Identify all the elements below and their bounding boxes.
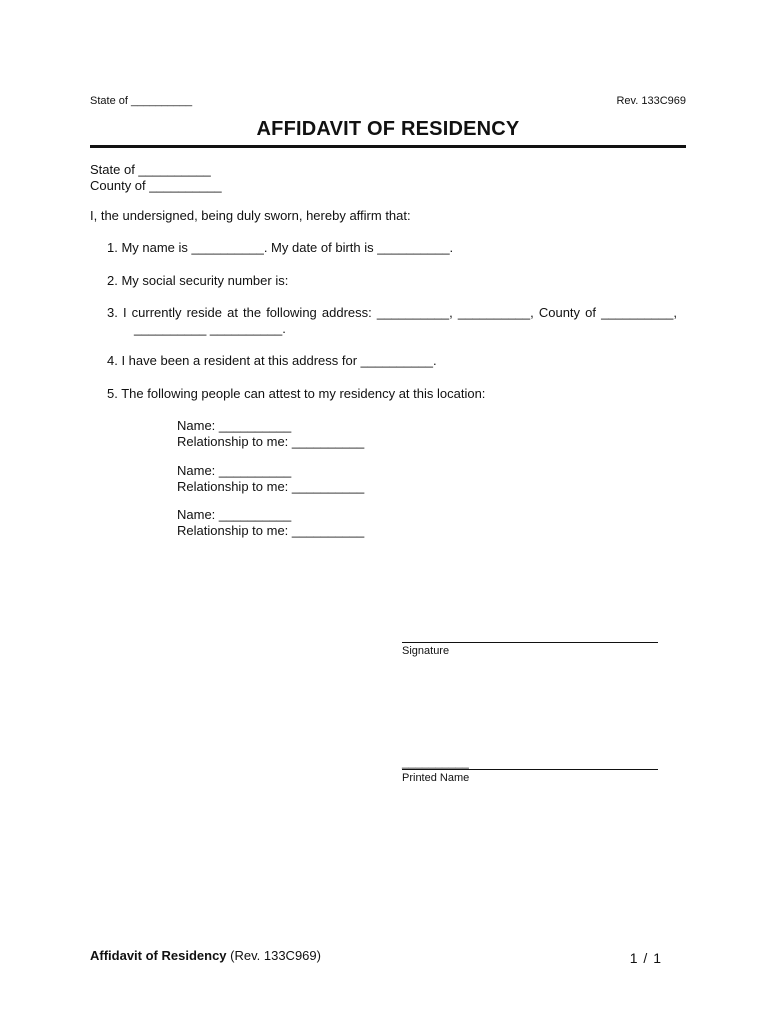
witness-3-name: Name: __________ — [177, 507, 292, 522]
title-rule — [90, 145, 686, 148]
header-state-line: State of __________ — [90, 95, 193, 107]
item-address-line1: 3. I currently reside at the following address: __________, __________, County of __________, — [107, 305, 677, 320]
witness-2-relationship: Relationship to me: __________ — [177, 479, 365, 494]
printed-name-line — [402, 769, 658, 770]
document-title: AFFIDAVIT OF RESIDENCY — [256, 118, 520, 140]
revision-number: Rev. 133C969 — [616, 95, 686, 107]
venue-county: County of __________ — [90, 178, 222, 193]
venue-state: State of __________ — [90, 162, 211, 177]
signature-label: Signature — [402, 645, 450, 657]
printed-name-prefill: __________ — [402, 755, 469, 769]
intro-statement: I, the undersigned, being duly sworn, hereby affirm that: — [90, 208, 411, 223]
page-number: 1 / 1 — [629, 950, 662, 966]
printed-name-label: Printed Name — [402, 772, 470, 784]
item-ssn: 2. My social security number is: — [107, 273, 289, 288]
witness-1-relationship: Relationship to me: __________ — [177, 434, 365, 449]
item-residency-duration: 4. I have been a resident at this address for __________. — [107, 353, 437, 368]
witness-2-name: Name: __________ — [177, 463, 292, 478]
item-address-line2: __________ __________. — [134, 321, 286, 336]
item-name-dob: 1. My name is __________. My date of birth is __________. — [107, 240, 454, 255]
signature-line — [402, 642, 658, 643]
footer-revision: (Rev. 133C969) — [230, 948, 321, 963]
witness-1-name: Name: __________ — [177, 418, 292, 433]
footer-document-name — [90, 948, 321, 963]
item-attestors-intro: 5. The following people can attest to my residency at this location: — [107, 386, 486, 401]
witness-3-relationship: Relationship to me: __________ — [177, 523, 365, 538]
footer-doc-title: Affidavit of Residency — [90, 948, 227, 963]
